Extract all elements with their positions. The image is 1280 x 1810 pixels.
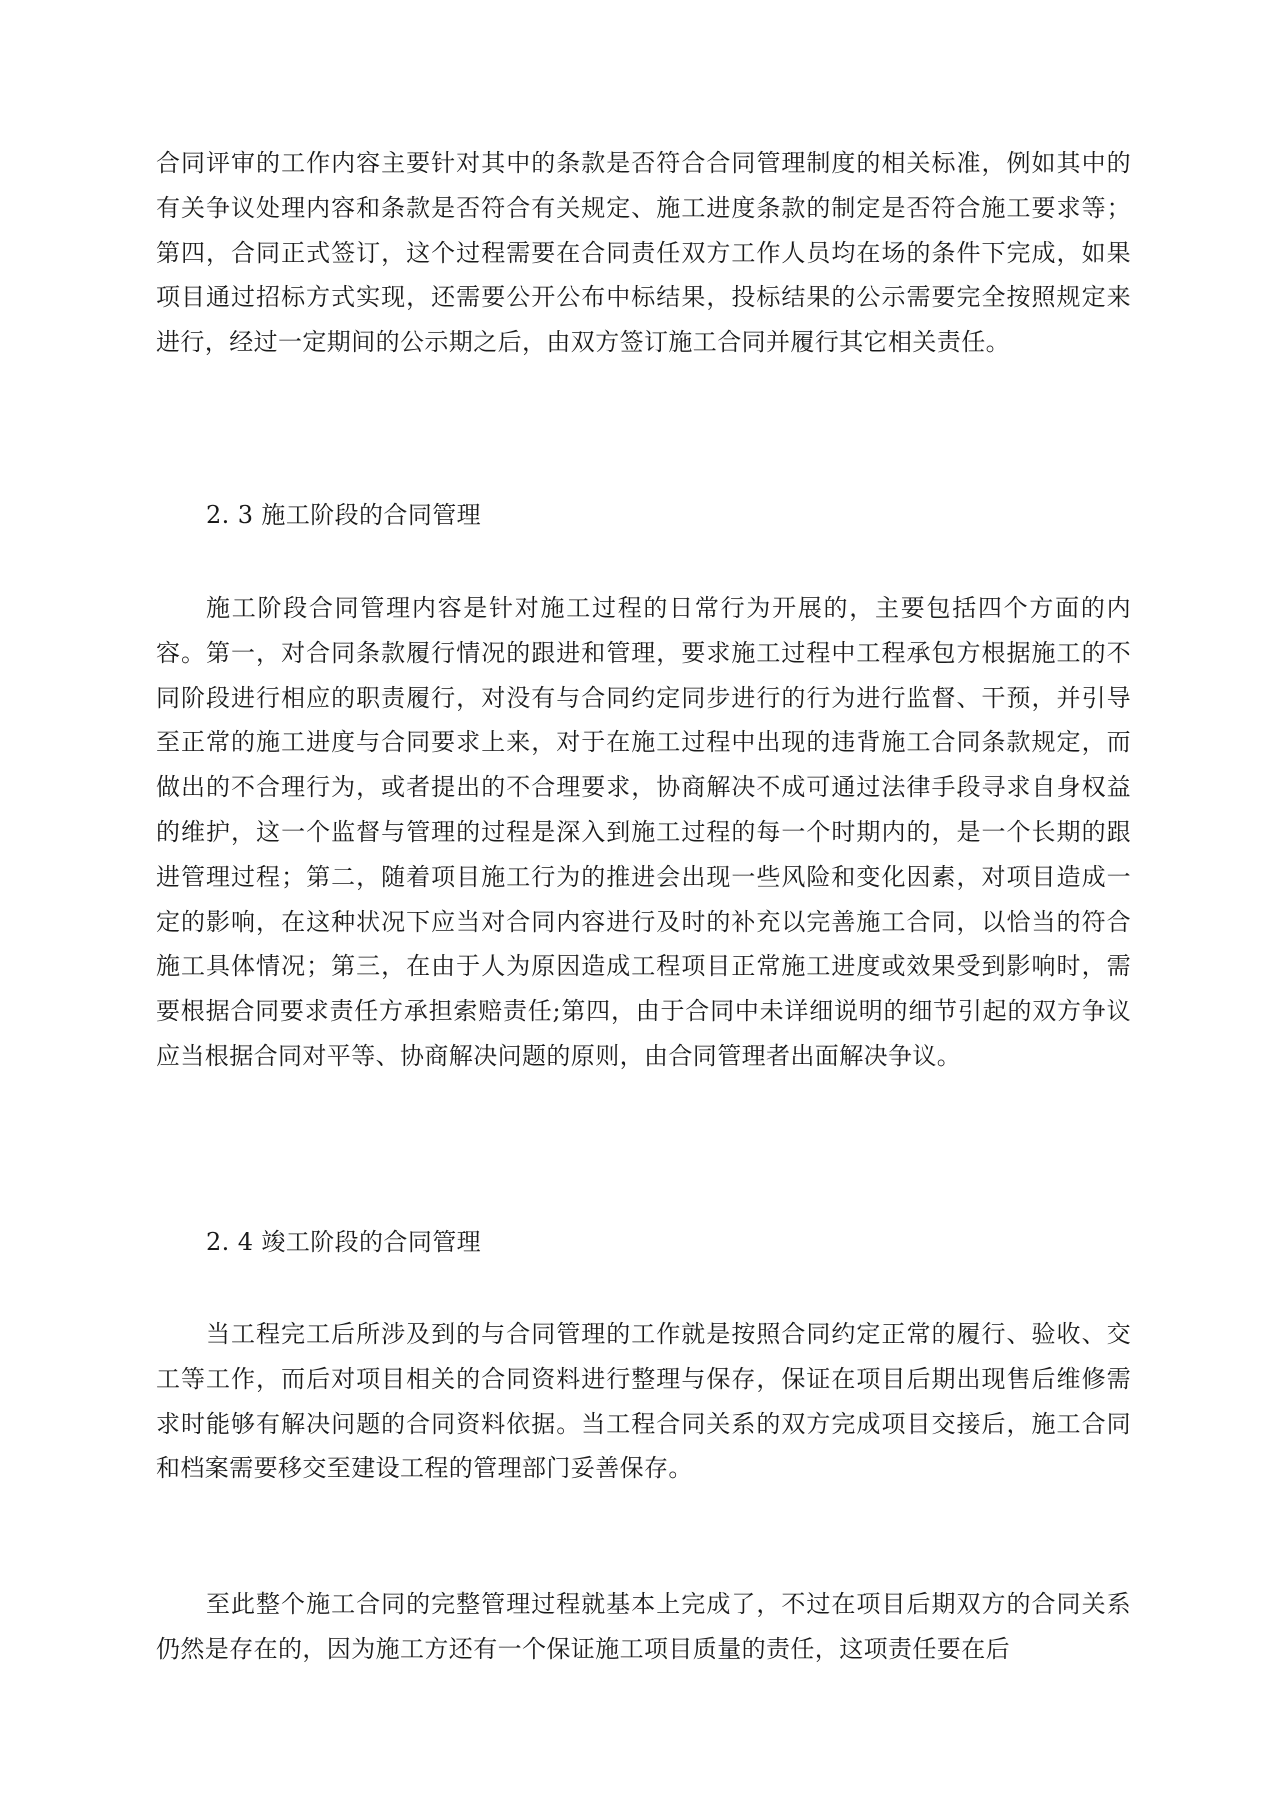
- paragraph-contract-review: 合同评审的工作内容主要针对其中的条款是否符合合同管理制度的相关标准，例如其中的有关争议处理内容和条款是否符合有关规定、施工进度条款的制定是否符合施工要求等；第四，合同正式签订，这个过程需要在合同责任双方工作人员均在场的条件下完成，如果项目通过招标方式实现，还需要公开公布中标结果，投标结果的公示需要完全按照规定来进行，经过一定期间的公示期之后，由双方签订施工合同并履行其它相关责任。: [156, 149, 1131, 357]
- section-heading-2-4: 2. 4 竣工阶段的合同管理: [206, 1228, 482, 1256]
- section-heading-2-3: 2. 3 施工阶段的合同管理: [206, 501, 482, 529]
- paragraph-construction-stage: 施工阶段合同管理内容是针对施工过程的日常行为开展的，主要包括四个方面的内容。第一，对合同条款履行情况的跟进和管理，要求施工过程中工程承包方根据施工的不同阶段进行相应的职责履行，对没有与合同约定同步进行的行为进行监督、干预，并引导至正常的施工进度与合同要求上来，对于在施工过程中出现的违背施工合同条款规定，而做出的不合理行为，或者提出的不合理要求，协商解决不成可通过法律手段寻求自身权益的维护，这一个监督与管理的过程是深入到施工过程的每一个时期内的，是一个长期的跟进管理过程；第二，随着项目施工行为的推进会出现一些风险和变化因素，对项目造成一定的影响，在这种状况下应当对合同内容进行及时的补充以完善施工合同，以恰当的符合施工具体情况；第三，在由于人为原因造成工程项目正常施工进度或效果受到影响时，需要根据合同要求责任方承担索赔责任;第四，由于合同中未详细说明的细节引起的双方争议应当根据合同对平等、协商解决问题的原则，由合同管理者出面解决争议。: [156, 594, 1131, 1070]
- paragraph-conclusion: 至此整个施工合同的完整管理过程就基本上完成了，不过在项目后期双方的合同关系仍然是存在的，因为施工方还有一个保证施工项目质量的责任，这项责任要在后: [156, 1590, 1131, 1663]
- paragraph-completion-stage: 当工程完工后所涉及到的与合同管理的工作就是按照合同约定正常的履行、验收、交工等工作，而后对项目相关的合同资料进行整理与保存，保证在项目后期出现售后维修需求时能够有解决问题的合同资料依据。当工程合同关系的双方完成项目交接后，施工合同和档案需要移交至建设工程的管理部门妥善保存。: [156, 1320, 1131, 1483]
